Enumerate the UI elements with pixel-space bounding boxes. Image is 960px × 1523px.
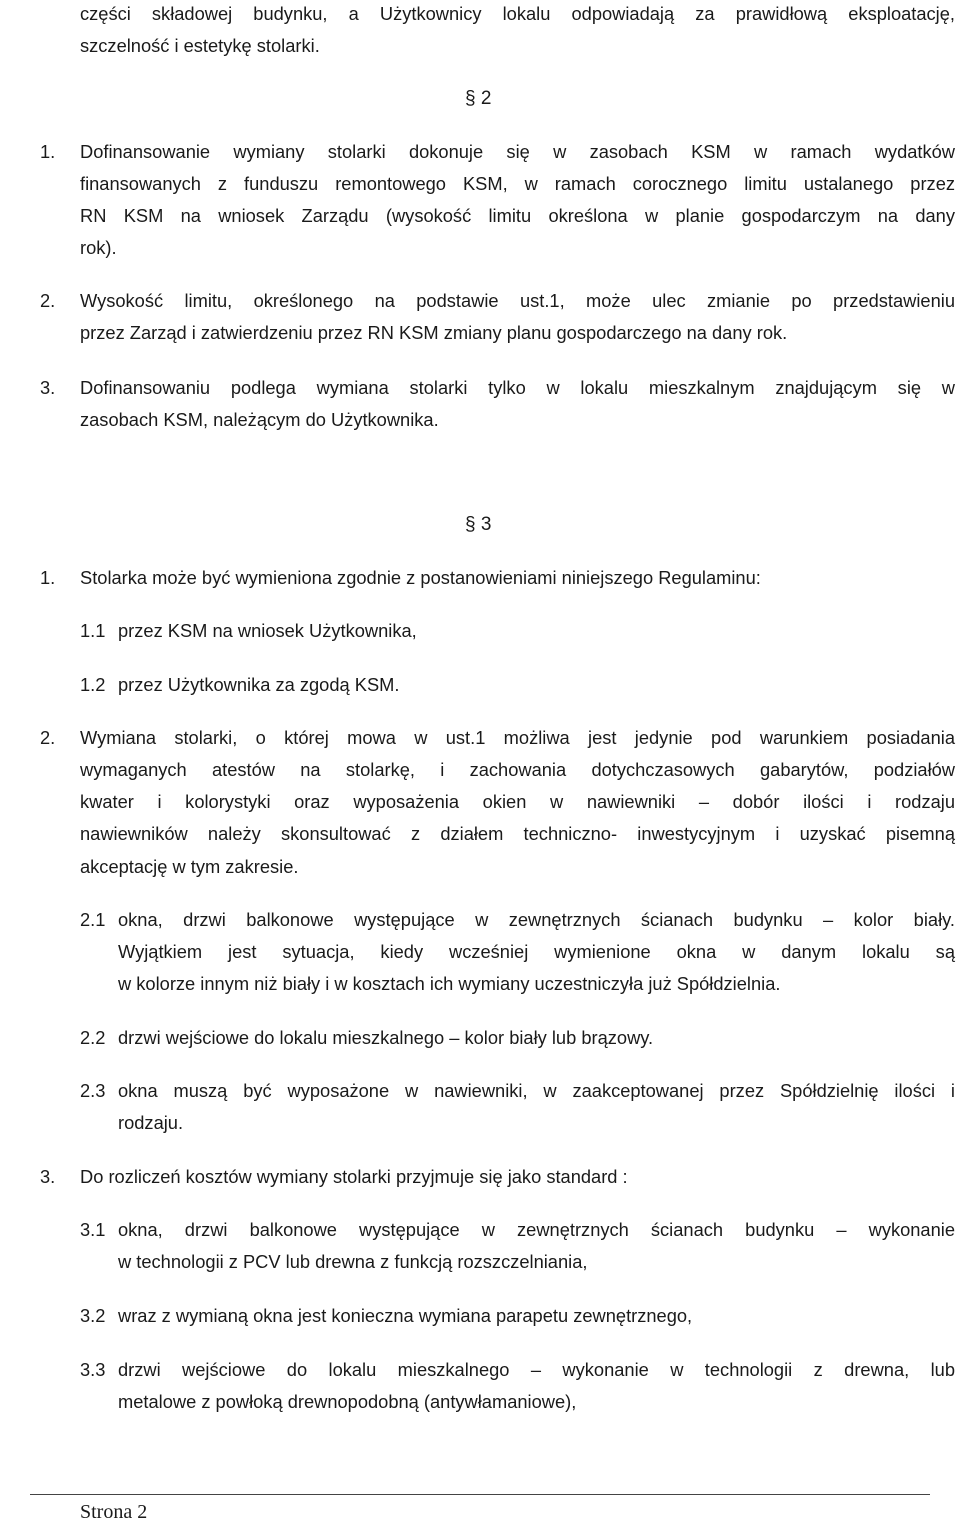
subitem-number: 1.2 — [80, 674, 106, 695]
item-number: 2. — [40, 290, 56, 311]
item-number: 2. — [40, 727, 56, 748]
page-number: Strona 2 — [80, 1501, 148, 1523]
text-line: okna, drzwi balkonowe występujące w zewnętrznych ścianach budynku – wykonanie — [118, 1219, 955, 1240]
text-line: RN KSM na wniosek Zarządu (wysokość limitu określona w planie gospodarczym na dany — [80, 205, 955, 226]
text-line: przez KSM na wniosek Użytkownika, — [118, 620, 417, 641]
text-line: Dofinansowaniu podlega wymiana stolarki tylko w lokalu mieszkalnym znajdującym się w — [80, 377, 955, 398]
text-line: w technologii z PCV lub drewna z funkcją rozszczelniania, — [118, 1251, 588, 1272]
text-line: części składowej budynku, a Użytkownicy lokalu odpowiadają za prawidłową eksploatację, — [80, 3, 955, 24]
text-line: Do rozliczeń kosztów wymiany stolarki przyjmuje się jako standard : — [80, 1166, 628, 1187]
footer-divider — [30, 1494, 930, 1495]
subitem-number: 1.1 — [80, 620, 106, 641]
subitem-number: 3.3 — [80, 1359, 106, 1380]
text-line: finansowanych z funduszu remontowego KSM, w ramach corocznego limitu ustalanego przez — [80, 173, 955, 194]
item-number: 1. — [40, 141, 56, 162]
text-line: kwater i kolorystyki oraz wyposażenia okien w nawiewniki – dobór ilości i rodzaju — [80, 791, 955, 812]
subitem-number: 2.3 — [80, 1080, 106, 1101]
text-line: okna, drzwi balkonowe występujące w zewnętrznych ścianach budynku – kolor biały. — [118, 909, 955, 930]
text-line: przez Użytkownika za zgodą KSM. — [118, 674, 400, 695]
text-line: metalowe z powłoką drewnopodobną (antywłamaniowe), — [118, 1391, 577, 1412]
subitem-number: 3.1 — [80, 1219, 106, 1240]
text-line: Wyjątkiem jest sytuacja, kiedy wcześniej wymienione okna w danym lokalu są — [118, 941, 955, 962]
item-number: 3. — [40, 377, 56, 398]
text-line: akceptację w tym zakresie. — [80, 856, 299, 877]
text-line: Wysokość limitu, określonego na podstawie ust.1, może ulec zmianie po przedstawieniu — [80, 290, 955, 311]
text-line: drzwi wejściowe do lokalu mieszkalnego – wykonanie w technologii z drewna, lub — [118, 1359, 955, 1380]
subitem-number: 3.2 — [80, 1305, 106, 1326]
text-line: nawiewników należy skonsultować z działem techniczno- inwestycyjnym i uzyskać pisemną — [80, 823, 955, 844]
text-line: okna muszą być wyposażone w nawiewniki, w zaakceptowanej przez Spółdzielnię ilości i — [118, 1080, 955, 1101]
text-line: szczelność i estetykę stolarki. — [80, 35, 320, 56]
text-line: Wymiana stolarki, o której mowa w ust.1 możliwa jest jedynie pod warunkiem posiadania — [80, 727, 955, 748]
text-line: wraz z wymianą okna jest konieczna wymiana parapetu zewnętrznego, — [118, 1305, 693, 1326]
text-line: rodzaju. — [118, 1112, 184, 1133]
subitem-number: 2.1 — [80, 909, 106, 930]
text-line: w kolorze innym niż biały i w kosztach ich wymiany uczestniczyła już Spółdzielnia. — [118, 973, 781, 994]
section-heading: § 3 — [465, 514, 492, 535]
text-line: drzwi wejściowe do lokalu mieszkalnego – kolor biały lub brązowy. — [118, 1027, 654, 1048]
text-line: Dofinansowanie wymiany stolarki dokonuje się w zasobach KSM w ramach wydatków — [80, 141, 955, 162]
item-number: 1. — [40, 567, 56, 588]
text-line: wymaganych atestów na stolarkę, i zachowania dotychczasowych gabarytów, podziałów — [80, 759, 955, 780]
text-line: rok). — [80, 237, 117, 258]
item-number: 3. — [40, 1166, 56, 1187]
text-line: Stolarka może być wymieniona zgodnie z postanowieniami niniejszego Regulaminu: — [80, 567, 761, 588]
text-line: przez Zarząd i zatwierdzeniu przez RN KSM zmiany planu gospodarczego na dany rok. — [80, 322, 788, 343]
subitem-number: 2.2 — [80, 1027, 106, 1048]
text-line: zasobach KSM, należącym do Użytkownika. — [80, 409, 439, 430]
section-heading: § 2 — [465, 88, 492, 109]
